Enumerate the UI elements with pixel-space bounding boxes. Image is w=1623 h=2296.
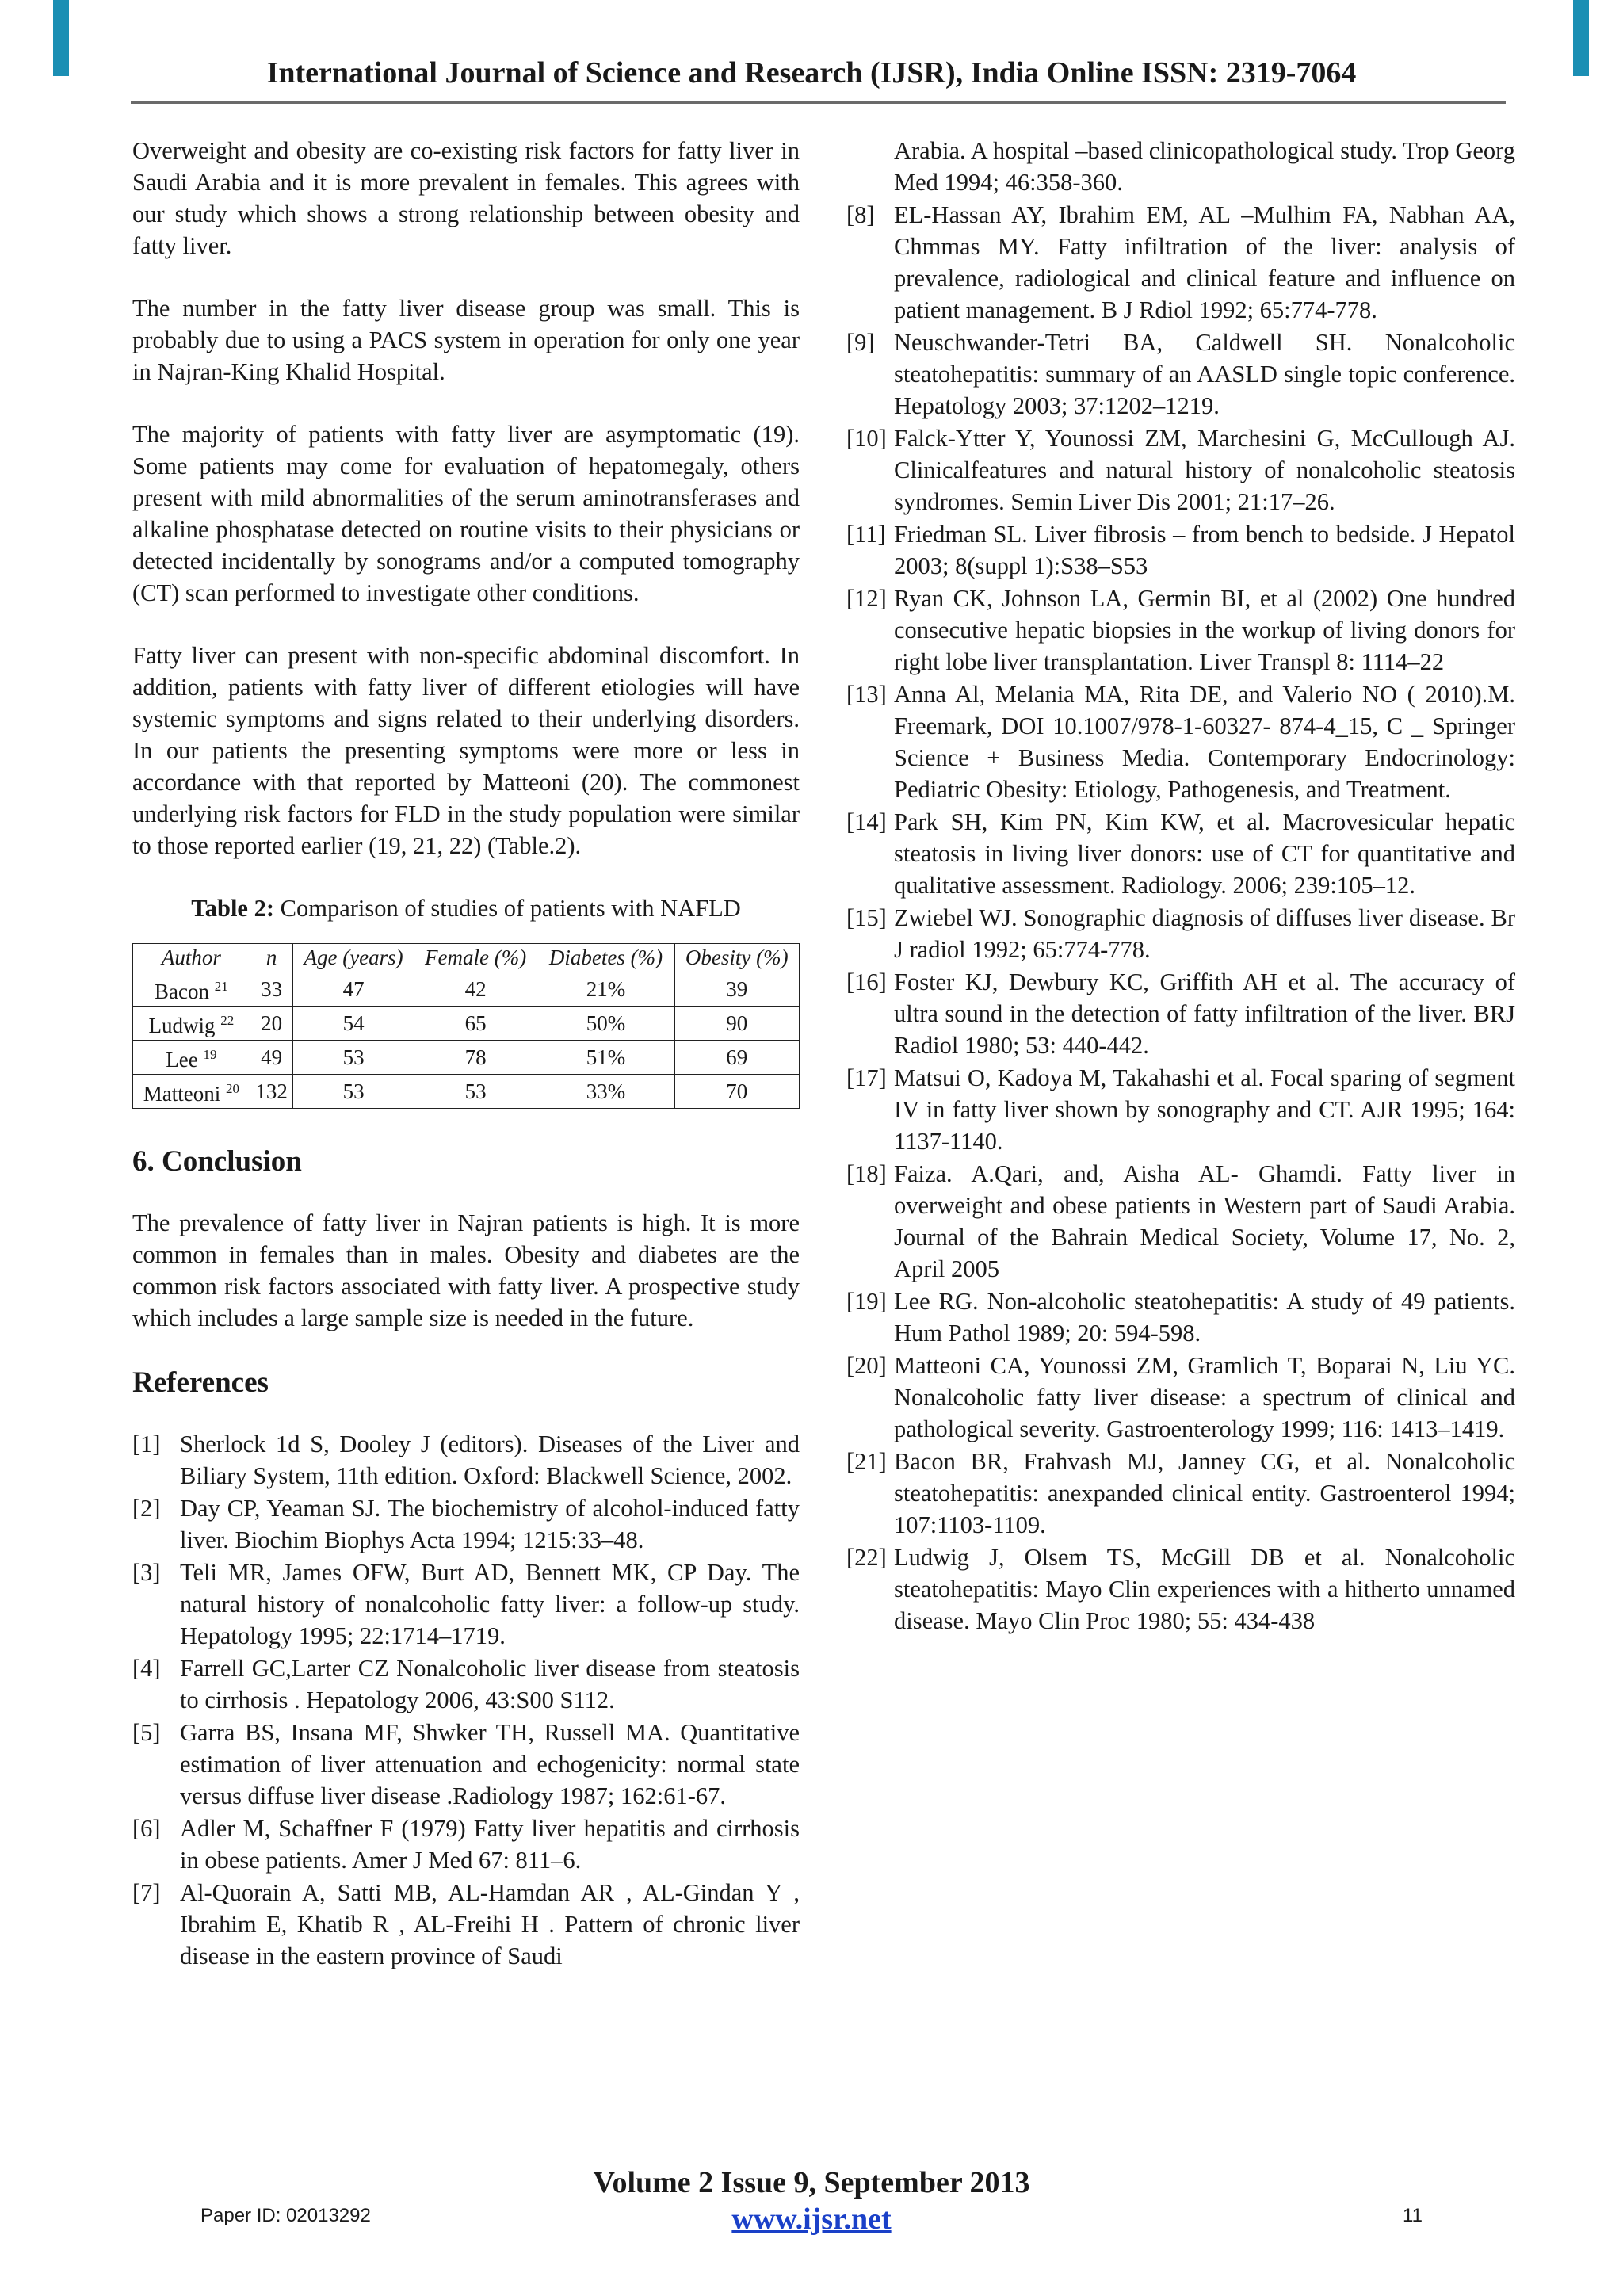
header-diabetes: Diabetes (%) bbox=[537, 944, 674, 972]
paragraph-4: Fatty liver can present with non-specific abdominal discomfort. In addition, patients with fatty liver of different etiologies will have systemic symptoms and signs related to their underlying disorders. In our patients the presenting symptoms were more or less in accordance with that reported by Matteoni (20). The commonest underlying risk factors for FLD in the study population were similar to those reported earlier (19, 21, 22) (Table.2). bbox=[132, 642, 800, 859]
header-obesity: Obesity (%) bbox=[674, 944, 800, 972]
conclusion-heading: 6. Conclusion bbox=[132, 1145, 302, 1178]
table-row bbox=[133, 972, 800, 1007]
cell-diabetes: 51% bbox=[537, 1041, 674, 1075]
cell-obesity: 69 bbox=[674, 1041, 800, 1075]
header-age: Age (years) bbox=[293, 944, 414, 972]
cell-age: 53 bbox=[293, 1041, 414, 1075]
cell-diabetes: 21% bbox=[537, 972, 674, 1007]
reference-item: [13] Anna Al, Melania MA, Rita DE, and Valerio NO ( 2010).M. Freemark, DOI 10.1007/978-1-60327- 874-4_15, C _ Springer Science + Business Media. Contemporary Endocrinology: Pediatric Obesity: Etiology, Pathogenesis, and Treatment. bbox=[846, 681, 1515, 803]
cell-n: 132 bbox=[250, 1075, 293, 1109]
reference-item: [6] Adler M, Schaffner F (1979) Fatty liver hepatitis and cirrhosis in obese patients. Amer J Med 67: 811–6. bbox=[132, 1815, 800, 1874]
header-n: n bbox=[250, 944, 293, 972]
reference-item: [7] Al-Quorain A, Satti MB, AL-Hamdan AR , AL-Gindan Y , Ibrahim E, Khatib R , AL-Freihi H . Pattern of chronic liver disease in the eastern province of Saudi bbox=[132, 1879, 800, 1969]
reference-item: [1] Sherlock 1d S, Dooley J (editors). Diseases of the Liver and Biliary System, 11th edition. Oxford: Blackwell Science, 2002. bbox=[132, 1431, 800, 1489]
cell-author: Lee $^{19}$ bbox=[133, 1041, 250, 1075]
reference-item: [5] Garra BS, Insana MF, Shwker TH, Russell MA. Quantitative estimation of liver attenuation and echogenicity: normal state versus diffuse liver disease .Radiology 1987; 162:61-67. bbox=[132, 1719, 800, 1809]
cell-age: 47 bbox=[293, 972, 414, 1007]
reference-item: [2] Day CP, Yeaman SJ. The biochemistry of alcohol-induced fatty liver. Biochim Biophys Acta 1994; 1215:33–48. bbox=[132, 1495, 800, 1553]
table-header-row bbox=[133, 944, 800, 972]
cell-obesity: 70 bbox=[674, 1075, 800, 1109]
cell-female: 65 bbox=[414, 1007, 537, 1041]
cell-female: 53 bbox=[414, 1075, 537, 1109]
table-caption-text: Comparison of studies of patients with NAFLD bbox=[274, 895, 741, 922]
reference-item: [8] EL-Hassan AY, Ibrahim EM, AL –Mulhim FA, Nabhan AA, Chmmas MY. Fatty infiltration of the liver: analysis of prevalence, radiological and clinical feature and influence on patient management. B J Rdiol 1992; 65:774-778. bbox=[846, 201, 1515, 323]
cell-obesity: 90 bbox=[674, 1007, 800, 1041]
header-author: Author bbox=[133, 944, 250, 972]
header-rule bbox=[131, 101, 1506, 104]
journal-header: International Journal of Science and Research (IJSR), India Online ISSN: 2319-7064 bbox=[266, 56, 1357, 90]
cell-n: 33 bbox=[250, 972, 293, 1007]
reference-item: [18] Faiza. A.Qari, and, Aisha AL- Ghamdi. Fatty liver in overweight and obese patients in Western part of Saudi Arabia. Journal of the Bahrain Medical Society, Volume 17, No. 2, April 2005 bbox=[846, 1160, 1515, 1282]
references-heading: References bbox=[132, 1366, 269, 1399]
reference-item: [16] Foster KJ, Dewbury KC, Griffith AH et al. The accuracy of ultra sound in the detection of fatty infiltration of the liver. BRJ Radiol 1980; 53: 440-442. bbox=[846, 968, 1515, 1059]
left-accent-bar bbox=[53, 0, 69, 76]
reference-item-continuation: Arabia. A hospital –based clinicopathological study. Trop Georg Med 1994; 46:358-360. bbox=[894, 137, 1515, 196]
reference-item: [4] Farrell GC,Larter CZ Nonalcoholic liver disease from steatosis to cirrhosis . Hepatology 2006, 43:S00 S112. bbox=[132, 1655, 800, 1713]
cell-author: Matteoni $^{20}$ bbox=[133, 1075, 250, 1109]
comparison-table bbox=[132, 943, 800, 1109]
conclusion-text: The prevalence of fatty liver in Najran patients is high. It is more common in females than in males. Obesity and diabetes are the common risk factors associated with fatty liver. A prospective study which includes a large sample size is needed in the future. bbox=[132, 1209, 800, 1331]
reference-item: [3] Teli MR, James OFW, Burt AD, Bennett MK, CP Day. The natural history of nonalcoholic fatty liver: a follow-up study. Hepatology 1995; 22:1714–1719. bbox=[132, 1559, 800, 1649]
paragraph-2: The number in the fatty liver disease group was small. This is probably due to using a PACS system in operation for only one year in Najran-King Khalid Hospital. bbox=[132, 295, 800, 385]
footer-page-number: 11 bbox=[1403, 2205, 1423, 2226]
reference-item: [12] Ryan CK, Johnson LA, Germin BI, et al (2002) One hundred consecutive hepatic biopsies in the workup of living donors for right lobe liver transplantation. Liver Transpl 8: 1114–22 bbox=[846, 585, 1515, 675]
reference-item: [17] Matsui O, Kadoya M, Takahashi et al. Focal sparing of segment IV in fatty liver shown by sonography and CT. AJR 1995; 164: 1137-1140. bbox=[846, 1064, 1515, 1155]
footer-website-link[interactable]: www.ijsr.net bbox=[731, 2202, 892, 2236]
cell-female: 42 bbox=[414, 972, 537, 1007]
paragraph-1: Overweight and obesity are co-existing risk factors for fatty liver in Saudi Arabia and it is more prevalent in females. This agrees with our study which shows a strong relationship between obesity and fatty liver. bbox=[132, 137, 800, 259]
footer-paper-id: Paper ID: 02013292 bbox=[200, 2205, 371, 2226]
cell-female: 78 bbox=[414, 1041, 537, 1075]
table-row bbox=[133, 1041, 800, 1075]
reference-item: [11] Friedman SL. Liver fibrosis – from bench to bedside. J Hepatol 2003; 8(suppl 1):S38–S53 bbox=[846, 521, 1515, 579]
cell-age: 53 bbox=[293, 1075, 414, 1109]
right-column bbox=[846, 135, 1515, 1637]
reference-item: [14] Park SH, Kim PN, Kim KW, et al. Macrovesicular hepatic steatosis in living liver donors: use of CT for quantitative and qualitative assessment. Radiology. 2006; 239:105–12. bbox=[846, 808, 1515, 899]
table-row bbox=[133, 1007, 800, 1041]
table-row bbox=[133, 1075, 800, 1109]
table-caption bbox=[132, 892, 800, 924]
cell-diabetes: 50% bbox=[537, 1007, 674, 1041]
cell-diabetes: 33% bbox=[537, 1075, 674, 1109]
table-caption-label: Table 2: bbox=[191, 895, 275, 922]
footer-volume: Volume 2 Issue 9, September 2013 bbox=[593, 2166, 1030, 2199]
references-list-left bbox=[132, 1428, 800, 1972]
reference-item: [22] Ludwig J, Olsem TS, McGill DB et al. Nonalcoholic steatohepatitis: Mayo Clin experiences with a hitherto unnamed disease. Mayo Clin Proc 1980; 55: 434-438 bbox=[846, 1544, 1515, 1634]
cell-n: 20 bbox=[250, 1007, 293, 1041]
reference-item: [15] Zwiebel WJ. Sonographic diagnosis of diffuses liver disease. Br J radiol 1992; 65:774-778. bbox=[846, 904, 1515, 963]
cell-n: 49 bbox=[250, 1041, 293, 1075]
reference-item: [20] Matteoni CA, Younossi ZM, Gramlich T, Boparai N, Liu YC. Nonalcoholic fatty liver disease: a spectrum of clinical and pathological severity. Gastroenterology 1999; 116: 1413–1419. bbox=[846, 1352, 1515, 1442]
cell-obesity: 39 bbox=[674, 972, 800, 1007]
cell-author: Ludwig $^{22}$ bbox=[133, 1007, 250, 1041]
left-column bbox=[132, 135, 800, 1973]
paragraph-3: The majority of patients with fatty liver are asymptomatic (19). Some patients may come for evaluation of hepatomegaly, others present with mild abnormalities of the serum aminotransferases and alkaline phosphatase detected on routine visits to their physicians or detected incidentally by sonograms and/or a computed tomography (CT) scan performed to investigate other conditions. bbox=[132, 421, 800, 606]
reference-item: [10] Falck-Ytter Y, Younossi ZM, Marchesini G, McCullough AJ. Clinicalfeatures and natural history of nonalcoholic steatosis syndromes. Semin Liver Dis 2001; 21:17–26. bbox=[846, 425, 1515, 515]
reference-item: [9] Neuschwander-Tetri BA, Caldwell SH. Nonalcoholic steatohepatitis: summary of an AASLD single topic conference. Hepatology 2003; 37:1202–1219. bbox=[846, 329, 1515, 419]
cell-age: 54 bbox=[293, 1007, 414, 1041]
header-female: Female (%) bbox=[414, 944, 537, 972]
cell-author: Bacon $^{21}$ bbox=[133, 972, 250, 1007]
reference-item: [21] Bacon BR, Frahvash MJ, Janney CG, et al. Nonalcoholic steatohepatitis: anexpanded clinical entity. Gastroenterol 1994; 107:1103-1109. bbox=[846, 1448, 1515, 1538]
reference-item: [19] Lee RG. Non-alcoholic steatohepatitis: A study of 49 patients. Hum Pathol 1989; 20: 594-598. bbox=[846, 1288, 1515, 1347]
right-accent-bar bbox=[1573, 0, 1589, 76]
